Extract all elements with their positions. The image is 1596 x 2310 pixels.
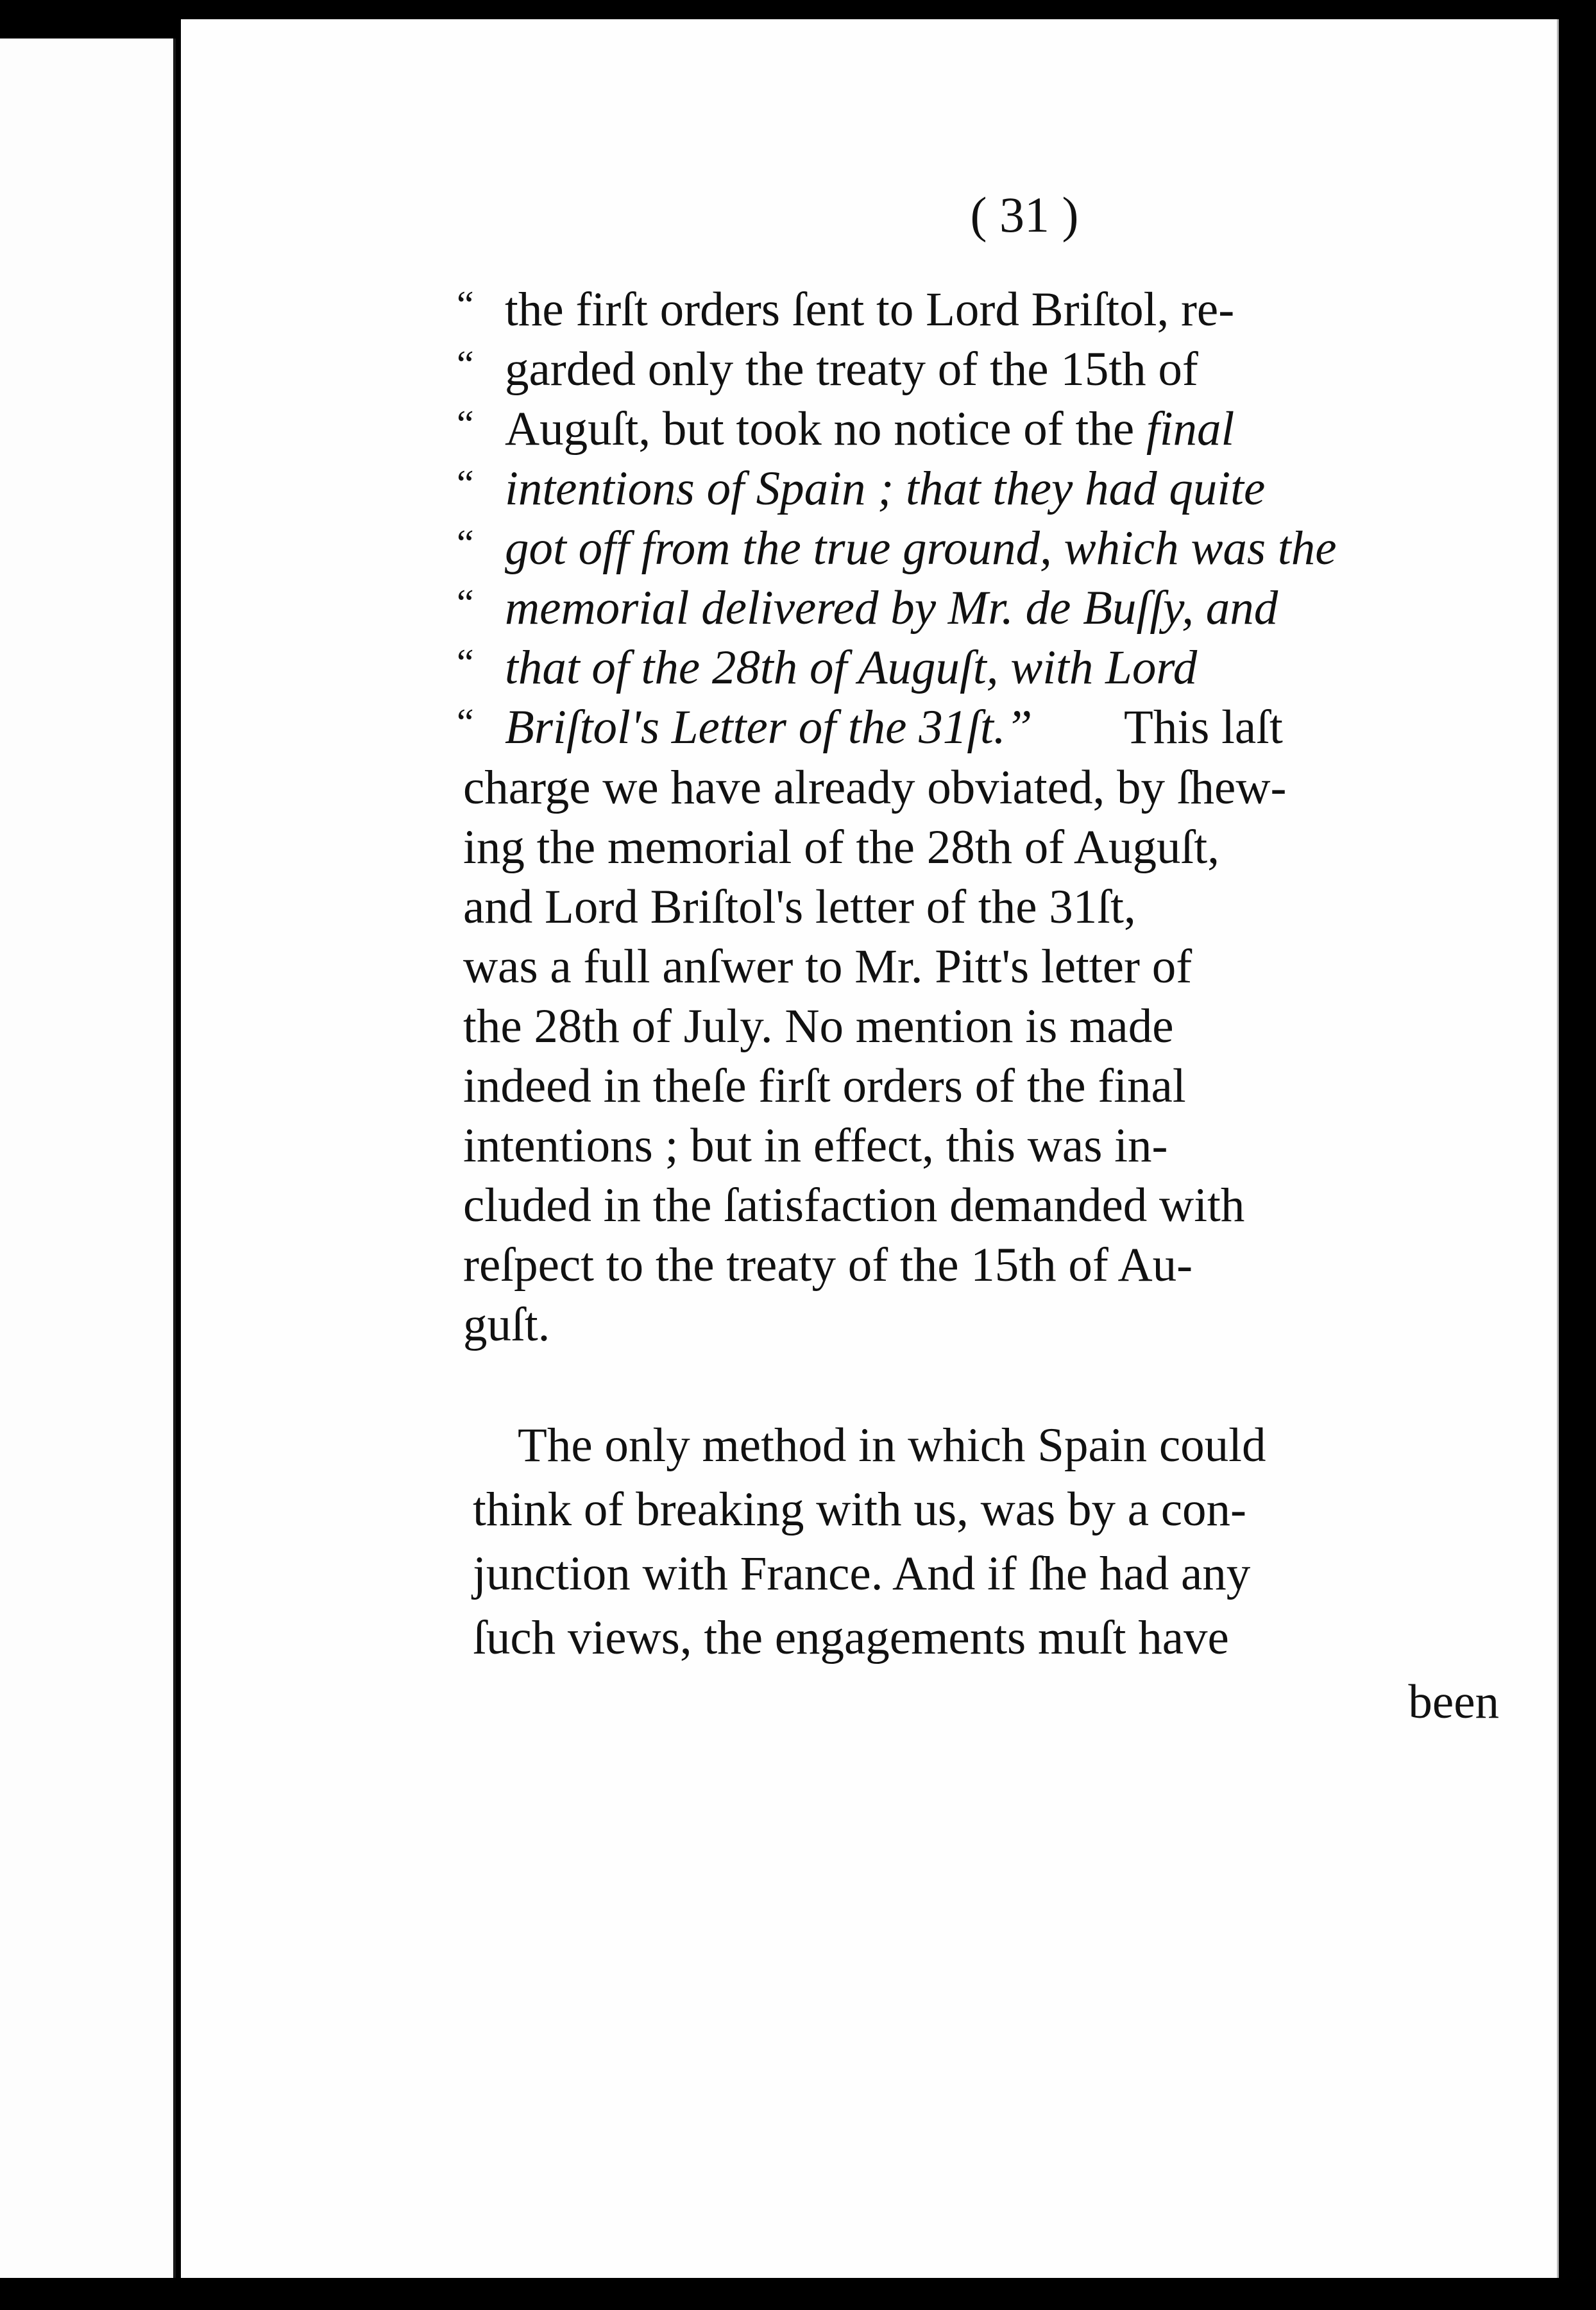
text-line: charge we have already obviated, by ſhew- bbox=[463, 761, 1287, 814]
text-line: ſuch views, the engagements muſt have bbox=[473, 1611, 1229, 1664]
text-line: intentions of Spain ; that they had quite bbox=[505, 462, 1266, 515]
text-line: guſt. bbox=[463, 1298, 550, 1351]
facing-page-edge bbox=[0, 38, 176, 2278]
text-line: cluded in the ſatisfaction demanded with bbox=[463, 1179, 1245, 1232]
text-line: intentions ; but in effect, this was in- bbox=[463, 1119, 1168, 1172]
text-span: Auguſt, but took no notice of the bbox=[505, 402, 1146, 456]
text-line: junction with France. And if ſhe had any bbox=[473, 1547, 1251, 1600]
quote-mark: “ bbox=[457, 701, 474, 744]
quote-mark: “ bbox=[457, 642, 474, 684]
text-line: got off from the true ground, which was the bbox=[505, 522, 1337, 575]
quote-mark: “ bbox=[457, 463, 474, 505]
text-line: and Lord Briſtol's letter of the 31ſt, bbox=[463, 880, 1136, 934]
text-line: ing the memorial of the 28th of Auguſt, bbox=[463, 821, 1219, 874]
text-line bbox=[505, 402, 1235, 456]
quote-mark: “ bbox=[457, 343, 474, 386]
text-line: reſpect to the treaty of the 15th of Au- bbox=[463, 1238, 1193, 1292]
quote-mark: “ bbox=[457, 582, 474, 624]
quote-mark: “ bbox=[457, 284, 474, 326]
text-line: The only method in which Spain could bbox=[518, 1419, 1266, 1472]
text-line: indeed in theſe firſt orders of the final bbox=[463, 1059, 1186, 1113]
book-page bbox=[181, 19, 1559, 2278]
text-line: This laſt bbox=[1124, 701, 1283, 754]
text-line: the 28th of July. No mention is made bbox=[463, 1000, 1174, 1053]
text-line: that of the 28th of Auguſt, with Lord bbox=[505, 641, 1198, 694]
text-line: the firſt orders ſent to Lord Briſtol, re- bbox=[505, 283, 1235, 336]
page-number: ( 31 ) bbox=[970, 187, 1079, 243]
text-line: was a full anſwer to Mr. Pitt's letter of bbox=[463, 940, 1193, 993]
text-line: memorial delivered by Mr. de Buſſy, and bbox=[505, 581, 1278, 635]
catchword: been bbox=[1408, 1675, 1499, 1729]
italic-word: final bbox=[1146, 402, 1235, 456]
text-line: think of breaking with us, was by a con- bbox=[473, 1483, 1247, 1536]
quote-mark: “ bbox=[457, 522, 474, 565]
text-line: garded only the treaty of the 15th of bbox=[505, 343, 1198, 396]
text-line: Briſtol's Letter of the 31ſt.” bbox=[505, 701, 1033, 754]
quote-mark: “ bbox=[457, 403, 474, 445]
